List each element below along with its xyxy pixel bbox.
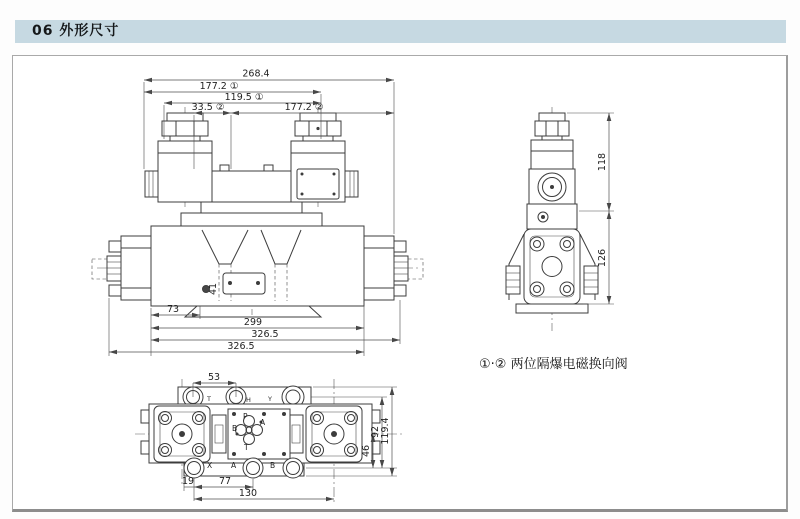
main-valve-body — [92, 226, 423, 317]
port-manifold — [228, 409, 290, 459]
bottom-view-drawing — [135, 372, 403, 503]
dim-126: 126 — [597, 248, 608, 268]
front-view-drawing — [92, 69, 423, 357]
dim-119-4: 119.4 — [380, 417, 391, 445]
dim-53: 53 — [207, 372, 221, 383]
port-label-b-center: B — [232, 424, 238, 433]
left-solenoid — [145, 113, 212, 202]
dim-119-5-1: 119.5 ① — [224, 92, 264, 103]
section-title: 06 外形尺寸 — [32, 23, 120, 39]
dim-326-5-lower: 326.5 — [227, 341, 255, 352]
port-label-a-bottom: A — [231, 461, 237, 470]
port-label-x: X — [207, 461, 213, 470]
port-label-p: P — [243, 412, 248, 421]
port-label-b-bottom: B — [270, 461, 276, 470]
port-label-t: T — [244, 443, 249, 452]
dim-33-5-2: 33.5 ② — [191, 102, 225, 113]
dim-19: 19 — [181, 476, 195, 487]
dim-73: 73 — [166, 304, 180, 315]
technical-drawing-canvas — [13, 56, 787, 508]
port-label-top-1: T — [207, 395, 211, 403]
dim-177-2-2: 177.2 ② — [284, 102, 324, 113]
port-label-top-3: Y — [268, 395, 272, 403]
dim-268-4: 268.4 — [242, 68, 270, 80]
front-view-bottom-dimensions — [109, 298, 400, 356]
right-solenoid — [291, 113, 358, 202]
port-label-a-center: A — [260, 418, 266, 427]
right-flange — [306, 406, 362, 462]
port-label-top-2: H — [246, 396, 251, 404]
dim-92: 92 — [370, 425, 381, 439]
dim-130: 130 — [238, 488, 258, 499]
label-41: 41 — [208, 282, 219, 296]
dim-326-5-upper: 326.5 — [251, 329, 279, 340]
section-header-bar — [15, 20, 786, 43]
dim-299: 299 — [243, 317, 263, 328]
left-flange — [154, 406, 210, 462]
dim-77: 77 — [218, 476, 232, 487]
drawing-frame — [12, 55, 788, 512]
dim-46: 46 — [361, 444, 372, 458]
bottom-view-bottom-dimensions — [182, 476, 334, 501]
dim-177-2-1: 177.2 ① — [199, 81, 239, 92]
side-view-drawing — [506, 107, 614, 331]
legend-note: ①·② 两位隔爆电磁换向阀 — [479, 357, 628, 372]
dim-118: 118 — [597, 152, 608, 172]
mounting-flange — [524, 229, 580, 304]
